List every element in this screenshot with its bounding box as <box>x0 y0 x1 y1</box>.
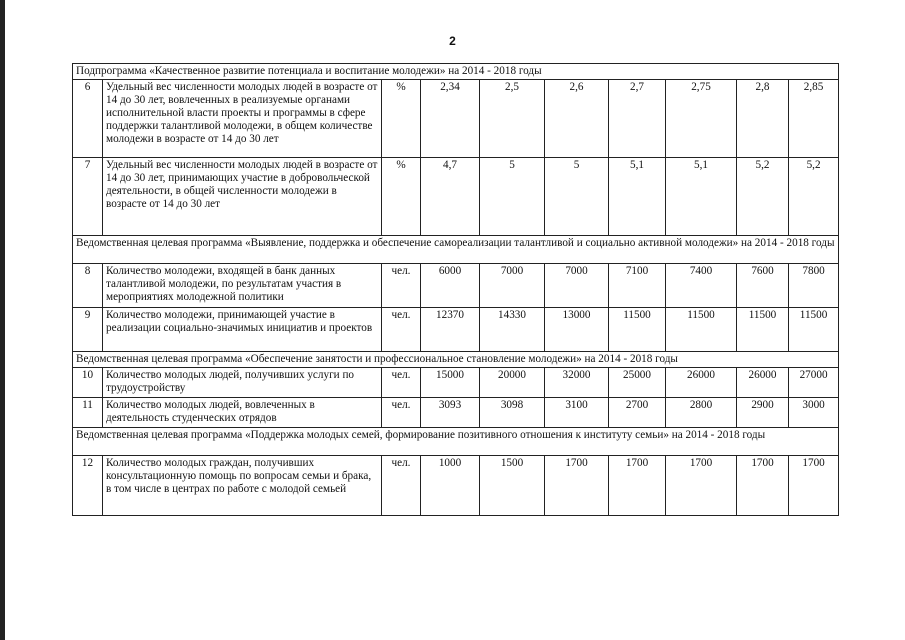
section-title: Ведомственная целевая программа «Поддержка молодых семей, формирование позитивного отношения к институту семьи» на 2014 - 2018 годы <box>73 428 839 456</box>
value-cell: 26000 <box>666 368 737 398</box>
value-cell: 7000 <box>545 264 609 308</box>
table-row <box>73 264 839 308</box>
value-cell: 13000 <box>545 308 609 352</box>
indicator-name: Количество молодых людей, получивших услуги по трудоустройству <box>103 368 382 398</box>
value-cell: 2,6 <box>545 80 609 158</box>
value-cell: 11500 <box>737 308 789 352</box>
unit: чел. <box>382 456 421 516</box>
value-cell: 1500 <box>480 456 545 516</box>
unit: % <box>382 80 421 158</box>
value-cell: 2700 <box>609 398 666 428</box>
indicators-table <box>72 63 839 516</box>
value-cell: 1700 <box>609 456 666 516</box>
unit: чел. <box>382 398 421 428</box>
row-number: 10 <box>73 368 103 398</box>
section-title: Ведомственная целевая программа «Выявление, поддержка и обеспечение самореализации талантливой и социально активной молодежи» на 2014 - 2018 годы <box>73 236 839 264</box>
table-row <box>73 398 839 428</box>
indicator-name: Удельный вес численности молодых людей в возрасте от 14 до 30 лет, вовлеченных в реализуемые органами исполнительной власти проекты и программы в сфере поддержки талантливой молодежи, в общем количестве молодежи в возрасте от 14 до 30 лет <box>103 80 382 158</box>
row-number: 12 <box>73 456 103 516</box>
value-cell: 1700 <box>737 456 789 516</box>
value-cell: 14330 <box>480 308 545 352</box>
value-cell: 7600 <box>737 264 789 308</box>
table-row <box>73 456 839 516</box>
value-cell: 5,1 <box>666 158 737 236</box>
section-row <box>73 352 839 368</box>
value-cell: 3098 <box>480 398 545 428</box>
unit: чел. <box>382 368 421 398</box>
section-row <box>73 236 839 264</box>
value-cell: 5 <box>545 158 609 236</box>
value-cell: 7400 <box>666 264 737 308</box>
value-cell: 32000 <box>545 368 609 398</box>
value-cell: 5,2 <box>737 158 789 236</box>
value-cell: 27000 <box>789 368 839 398</box>
value-cell: 20000 <box>480 368 545 398</box>
value-cell: 11500 <box>666 308 737 352</box>
table-row <box>73 158 839 236</box>
value-cell: 1700 <box>789 456 839 516</box>
table-row <box>73 80 839 158</box>
value-cell: 12370 <box>421 308 480 352</box>
section-title: Ведомственная целевая программа «Обеспечение занятости и профессиональное становление молодежи» на 2014 - 2018 годы <box>73 352 839 368</box>
section-title: Подпрограмма «Качественное развитие потенциала и воспитание молодежи» на 2014 - 2018 годы <box>73 64 839 80</box>
value-cell: 2800 <box>666 398 737 428</box>
value-cell: 11500 <box>789 308 839 352</box>
value-cell: 2,7 <box>609 80 666 158</box>
value-cell: 4,7 <box>421 158 480 236</box>
page-number: 2 <box>449 34 456 48</box>
table-body <box>73 64 839 516</box>
value-cell: 3100 <box>545 398 609 428</box>
indicator-name: Количество молодых людей, вовлеченных в деятельность студенческих отрядов <box>103 398 382 428</box>
scan-edge <box>0 0 5 640</box>
value-cell: 1000 <box>421 456 480 516</box>
table-row <box>73 368 839 398</box>
row-number: 7 <box>73 158 103 236</box>
section-row <box>73 64 839 80</box>
indicator-name: Количество молодежи, входящей в банк данных талантливой молодежи, по результатам участия в мероприятиях молодежной политики <box>103 264 382 308</box>
value-cell: 3093 <box>421 398 480 428</box>
value-cell: 25000 <box>609 368 666 398</box>
row-number: 6 <box>73 80 103 158</box>
value-cell: 1700 <box>545 456 609 516</box>
indicator-name: Количество молодежи, принимающей участие в реализации социально-значимых инициатив и проектов <box>103 308 382 352</box>
value-cell: 1700 <box>666 456 737 516</box>
row-number: 11 <box>73 398 103 428</box>
value-cell: 7100 <box>609 264 666 308</box>
value-cell: 2,5 <box>480 80 545 158</box>
value-cell: 15000 <box>421 368 480 398</box>
value-cell: 2,8 <box>737 80 789 158</box>
unit: % <box>382 158 421 236</box>
value-cell: 26000 <box>737 368 789 398</box>
unit: чел. <box>382 264 421 308</box>
value-cell: 7800 <box>789 264 839 308</box>
indicator-name: Количество молодых граждан, получивших консультационную помощь по вопросам семьи и брака, в том числе в центрах по работе с молодой семьей <box>103 456 382 516</box>
value-cell: 5,1 <box>609 158 666 236</box>
value-cell: 5 <box>480 158 545 236</box>
unit: чел. <box>382 308 421 352</box>
indicator-name: Удельный вес численности молодых людей в возрасте от 14 до 30 лет, принимающих участие в добровольческой деятельности, в общей численности молодежи в возрасте от 14 до 30 лет <box>103 158 382 236</box>
value-cell: 2,85 <box>789 80 839 158</box>
value-cell: 5,2 <box>789 158 839 236</box>
row-number: 9 <box>73 308 103 352</box>
value-cell: 3000 <box>789 398 839 428</box>
value-cell: 2,34 <box>421 80 480 158</box>
row-number: 8 <box>73 264 103 308</box>
value-cell: 7000 <box>480 264 545 308</box>
value-cell: 2,75 <box>666 80 737 158</box>
value-cell: 6000 <box>421 264 480 308</box>
value-cell: 11500 <box>609 308 666 352</box>
section-row <box>73 428 839 456</box>
table-row <box>73 308 839 352</box>
value-cell: 2900 <box>737 398 789 428</box>
